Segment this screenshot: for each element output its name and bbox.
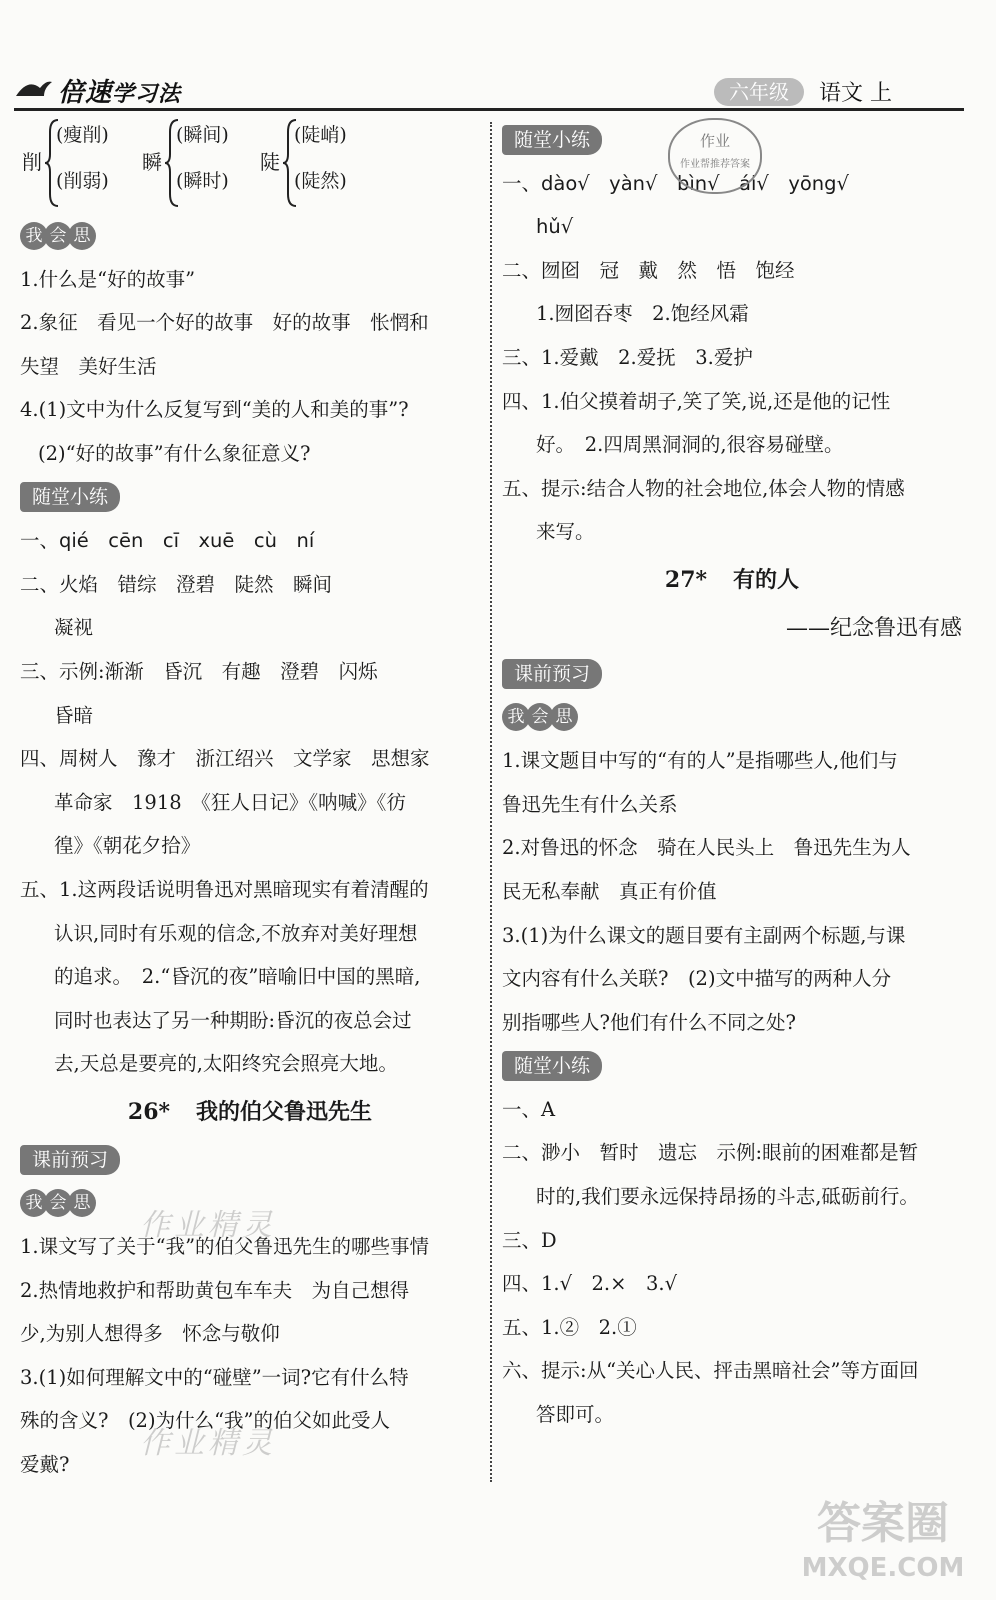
column-divider — [490, 122, 492, 1482]
text-line: 三、示例:渐渐 昏沉 有趣 澄碧 闪烁 — [20, 659, 378, 683]
text-line: 2.热情地救护和帮助黄包车车夫 为自己想得 — [20, 1278, 410, 1302]
circle-char: 会 — [526, 703, 554, 731]
text-line: 的追求。 2.“昏沉的夜”暗喻旧中国的黑暗, — [54, 965, 421, 989]
text-line: 一、dào√ yàn√ bìn√ ái√ yōng√ — [502, 171, 849, 195]
text-line: 三、D — [502, 1228, 557, 1252]
watermark: 作业精灵 — [140, 1208, 276, 1243]
text-line: 时的,我们要永远保持昂扬的斗志,砥砺前行。 — [536, 1185, 919, 1209]
circle-char: 思 — [68, 1189, 96, 1217]
svg-text:答案圈: 答案圈 — [817, 1498, 949, 1549]
text-line: 爱戴? — [20, 1453, 70, 1477]
text-line: 好。 2.四周黑洞洞的,很容易碰壁。 — [536, 433, 844, 457]
text-line: 2.象征 看见一个好的故事 好的故事 怅惘和 — [20, 311, 429, 335]
text-line: 凝视 — [54, 616, 94, 640]
watermark: 作业精灵 — [140, 1426, 276, 1461]
section-tag-suitang: 随堂小练 — [20, 482, 120, 512]
brand-bird-icon — [14, 76, 54, 102]
text-line: 四、1.√ 2.× 3.√ — [502, 1272, 678, 1296]
text-line: 4.(1)文中为什么反复写到“美的人和美的事”? — [20, 398, 409, 422]
wohuisi-label — [502, 696, 962, 740]
text-line: 答即可。 — [536, 1403, 615, 1427]
text-line: 1.课文题目中写的“有的人”是指哪些人,他们与 — [502, 749, 898, 773]
text-line: 五、1.这两段话说明鲁迅对黑暗现实有着清醒的 — [20, 877, 429, 901]
circle-char: 思 — [550, 703, 578, 731]
text-line: 五、1.② 2.① — [502, 1315, 637, 1339]
text-line: 三、1.爱戴 2.爱抚 3.爱护 — [502, 345, 753, 369]
grade-badge: 六年级 — [714, 78, 804, 106]
text-line: hǔ√ — [536, 215, 574, 239]
text-line: 二、火焰 错综 澄碧 陡然 瞬间 — [20, 572, 333, 596]
homework-stamp: 作业 作业帮推荐答案 — [668, 118, 762, 194]
text-line: 来写。 — [536, 520, 595, 544]
text-line: 一、A — [502, 1097, 556, 1121]
text-line: 二、渺小 暂时 遗忘 示例:眼前的困难都是暂 — [502, 1141, 919, 1165]
lesson-subtitle-27: ——纪念鲁迅有感 — [785, 615, 962, 641]
text-line: 四、周树人 豫才 浙江绍兴 文学家 思想家 — [20, 747, 430, 771]
text-line: 六、提示:从“关心人民、抨击黑暗社会”等方面回 — [502, 1359, 919, 1383]
text-line: 1.什么是“好的故事” — [20, 267, 196, 291]
brand-logo: 倍速学习法 — [58, 78, 182, 108]
subject-label: 语文 上 — [819, 81, 892, 106]
text-line: 3.(1)为什么课文的题目要有主副两个标题,与课 — [502, 923, 906, 947]
circle-char: 我 — [20, 222, 48, 250]
circle-char: 会 — [44, 1189, 72, 1217]
text-line: (2)“好的故事”有什么象征意义? — [38, 441, 311, 465]
text-line: 民无私奉献 真正有价值 — [502, 879, 717, 903]
section-tag-suitang: 随堂小练 — [502, 125, 602, 155]
text-line: 2.对鲁迅的怀念 骑在人民头上 鲁迅先生为人 — [502, 836, 911, 860]
text-line: 四、1.伯父摸着胡子,笑了笑,说,还是他的记性 — [502, 389, 891, 413]
wohuisi-label — [20, 214, 480, 258]
text-line: 认识,同时有乐观的信念,不放弃对美好理想 — [54, 921, 418, 945]
text-line: 同时也表达了另一种期盼:昏沉的夜总会过 — [54, 1008, 412, 1032]
circle-char: 我 — [502, 703, 530, 731]
text-line: 1.课文写了关于“我”的伯父鲁迅先生的哪些事情 — [20, 1235, 430, 1259]
page-header — [14, 66, 972, 114]
text-line: 失望 美好生活 — [20, 354, 157, 378]
text-line: 别指哪些人?他们有什么不同之处? — [502, 1010, 796, 1034]
left-column — [20, 118, 480, 1487]
text-line: 文内容有什么关联? (2)文中描写的两种人分 — [502, 967, 892, 991]
text-line: 3.(1)如何理解文中的“碰壁”一词?它有什么特 — [20, 1365, 409, 1389]
site-logo — [788, 1480, 978, 1590]
text-line: 去,天总是要亮的,太阳终究会照亮大地。 — [54, 1052, 398, 1076]
text-line: 二、囫囵 冠 戴 然 悟 饱经 — [502, 258, 795, 282]
circle-char: 会 — [44, 222, 72, 250]
section-tag-kqyx: 课前预习 — [20, 1145, 120, 1175]
section-tag-kqyx: 课前预习 — [502, 659, 602, 689]
lesson-title-26: 26* 我的伯父鲁迅先生 — [127, 1098, 373, 1125]
text-line: 1.囫囵吞枣 2.饱经风霜 — [536, 302, 749, 326]
svg-text:MXQE.COM: MXQE.COM — [801, 1553, 965, 1583]
text-line: 昏暗 — [54, 703, 94, 727]
section-tag-suitang: 随堂小练 — [502, 1051, 602, 1081]
text-line: 徨》《朝花夕拾》 — [54, 834, 201, 858]
text-line: 五、提示:结合人物的社会地位,体会人物的情感 — [502, 476, 905, 500]
circle-char: 我 — [20, 1189, 48, 1217]
text-line: 一、qié cēn cī xuē cù ní — [20, 529, 315, 553]
lesson-title-27: 27* 有的人 — [664, 566, 800, 593]
text-line: 殊的含义? (2)为什么“我”的伯父如此受人 — [20, 1409, 391, 1433]
text-line: 少,为别人想得多 怀念与敬仰 — [20, 1322, 280, 1346]
header-rule — [14, 108, 964, 111]
word-brace-group: 削 (瘦削) (削弱) 瞬 (瞬间) (瞬时) 陡 (陡峭) (陡然) — [20, 118, 480, 214]
text-line: 鲁迅先生有什么关系 — [502, 792, 678, 816]
circle-char: 思 — [68, 222, 96, 250]
right-column — [502, 118, 962, 1437]
text-line: 革命家 1918 《狂人日记》《呐喊》《彷 — [54, 790, 406, 814]
